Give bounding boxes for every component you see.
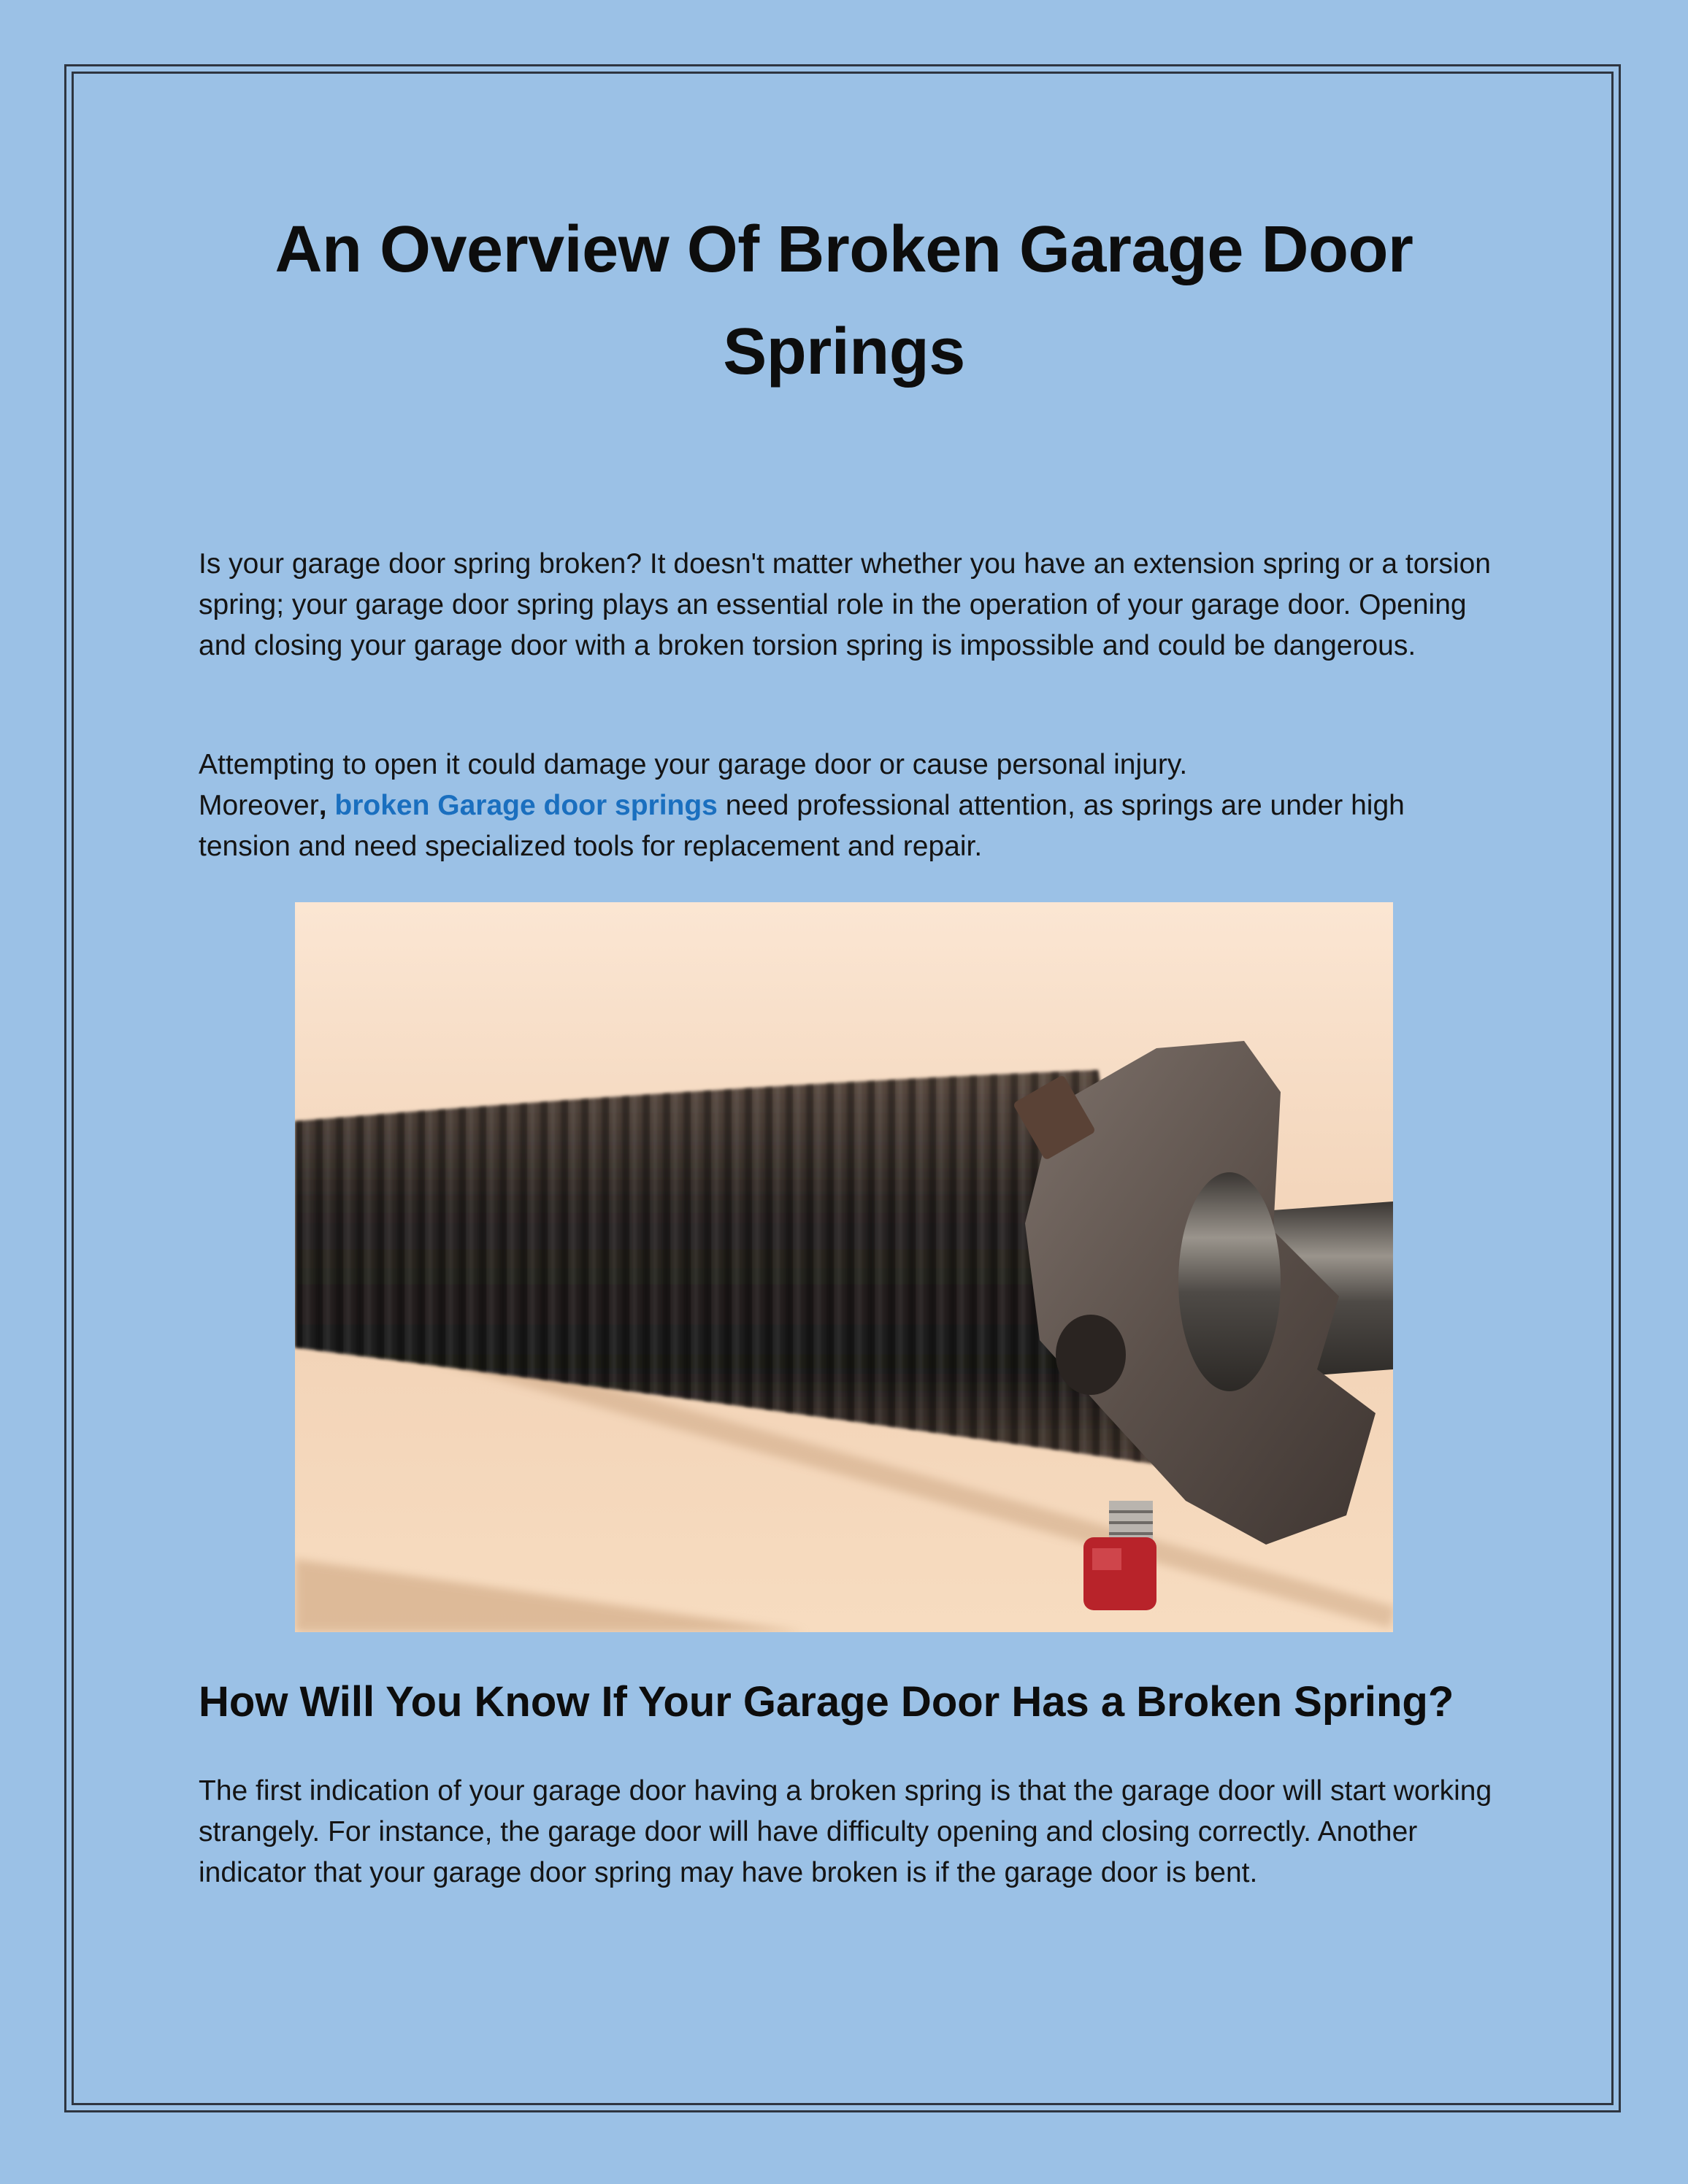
torsion-spring-illustration [295,902,1393,1632]
paragraph-lead: Moreover [199,790,319,821]
section-heading: How Will You Know If Your Garage Door Has a Broken Spring? [199,1678,1454,1726]
third-paragraph: The first indication of your garage door having a broken spring is that the garage door will start working strangely. For instance, the garage door will have difficulty opening and closing correctly. Another indicator that your garage door spring may have broken is if the garage door is bent. [199,1775,1492,1888]
paragraph-tail: need professional attention, as springs are under high tension and need specialized tools for replacement and repair. [199,790,1405,862]
paragraph-line-1: Attempting to open it could damage your garage door or cause personal injury. [199,749,1188,780]
broken-springs-link[interactable]: broken Garage door springs [334,790,718,821]
torsion-spring-photo [295,902,1393,1632]
second-paragraph [199,745,1498,867]
page-title: An Overview Of Broken Garage Door Springs [275,213,1413,388]
intro-paragraph: Is your garage door spring broken? It doesn't matter whether you have an extension spring or a torsion spring; your garage door spring plays an essential role in the operation of your garage door. Opening and closing your garage door with a broken torsion spring is impossible and could be dangerous. [199,548,1491,661]
paragraph-comma: , [318,790,327,821]
